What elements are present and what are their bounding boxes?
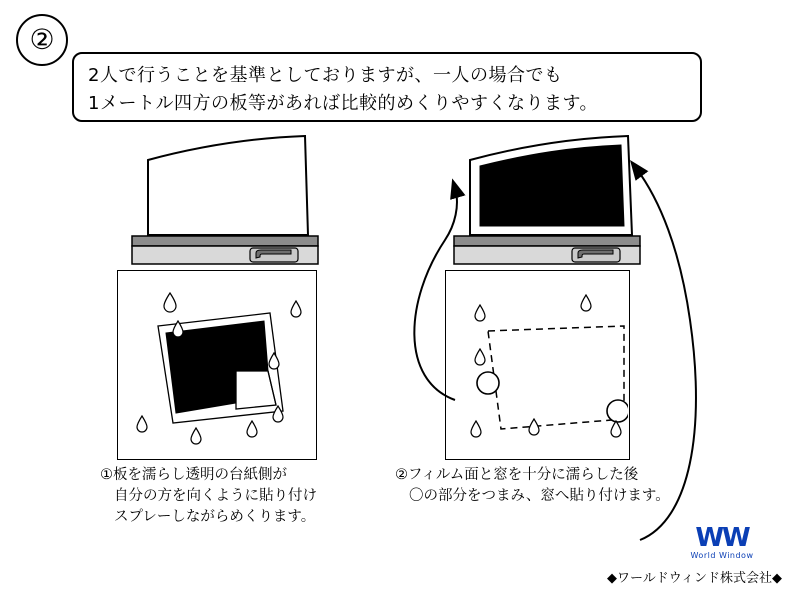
droplet-icon — [137, 416, 147, 432]
droplet-icon — [291, 301, 301, 317]
droplet-icon — [247, 421, 257, 437]
film-placement-illustration-right — [446, 271, 628, 458]
window-glass-outline-left — [148, 136, 308, 235]
logo-subtitle: World Window — [690, 551, 754, 560]
caption-right-line-2: 〇の部分をつまみ、窓へ貼り付けます。 — [409, 488, 670, 504]
step-number-badge: ② — [16, 14, 68, 66]
caption-right — [395, 465, 670, 507]
circle-marker-icon — [477, 372, 499, 394]
panel-left — [100, 130, 325, 525]
droplet-icon — [475, 349, 485, 365]
panel-right — [395, 130, 670, 504]
droplet-group-right — [471, 295, 621, 437]
door-trim-left — [132, 236, 318, 246]
instruction-line-2: 1メートル四方の板等があれば比較的めくりやすくなります。 — [88, 93, 599, 114]
droplet-icon — [611, 421, 621, 437]
company-name: ◆ワールドウィンド株式会社◆ — [607, 571, 782, 586]
circle-marker-icon — [607, 400, 628, 422]
droplet-icon — [475, 305, 485, 321]
caption-right-line-1: ②フィルム面と窓を十分に濡らした後 — [395, 467, 639, 483]
application-box-left — [117, 270, 317, 460]
droplet-icon — [191, 428, 201, 444]
application-box-right — [445, 270, 630, 460]
droplet-icon — [164, 293, 176, 312]
car-window-right-illustration — [440, 130, 670, 265]
droplet-icon — [581, 295, 591, 311]
car-window-left-illustration — [110, 130, 325, 265]
caption-left-line-1: ①板を濡らし透明の台紙側が — [100, 467, 287, 483]
caption-left — [100, 465, 317, 528]
droplet-icon — [471, 421, 481, 437]
instruction-balloon — [72, 52, 702, 122]
brand-logo — [662, 525, 782, 560]
caption-left-line-3: スプレーしながらめくります。 — [114, 509, 316, 525]
droplet-icon — [529, 419, 539, 435]
caption-left-line-2: 自分の方を向くように貼り付け — [114, 488, 317, 504]
instruction-line-1: 2人で行うことを基準としておりますが、一人の場合でも — [88, 65, 563, 86]
logo-mark-text: WW — [695, 523, 749, 553]
film-peel-illustration-left — [118, 271, 315, 458]
door-trim-right — [454, 236, 640, 246]
dashed-film-outline-right — [488, 326, 624, 429]
peeled-liner-corner-left — [236, 371, 276, 409]
